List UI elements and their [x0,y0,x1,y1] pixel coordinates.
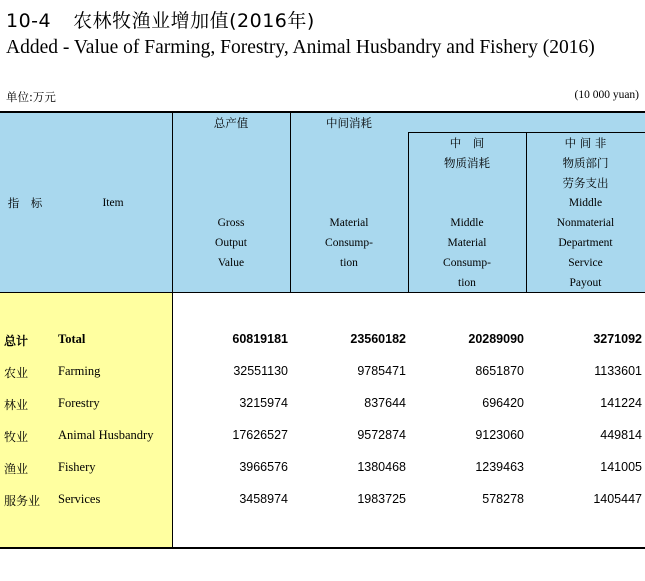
cell-middle: 8651870 [475,364,524,378]
cell-material: 9785471 [357,364,406,378]
row-label-cn: 牧业 [4,430,29,444]
bottom-rule [0,547,645,549]
row-label-cn: 林业 [4,398,29,412]
cell-nonmaterial: 141224 [600,396,642,410]
cell-material: 23560182 [350,332,406,346]
table-row-services [0,490,645,510]
header-gross-en-3: Value [217,257,245,269]
cell-nonmaterial: 141005 [600,460,642,474]
cell-middle: 696420 [482,396,524,410]
header-nonmat-cn-3: 劳务支出 [562,176,609,190]
header-middle-cn-2: 物质消耗 [444,156,490,170]
cell-gross: 17626527 [232,428,288,442]
row-label-en: Farming [58,364,101,378]
row-label-cn: 总计 [4,334,29,348]
cell-nonmaterial: 449814 [600,428,642,442]
header-middle-en-2: Material [447,237,487,249]
header-material-en-3: tion [340,257,358,269]
page-title-en: Added - Value of Farming, Forestry, Animal Husbandry and Fishery (2016) [6,37,595,58]
header-nonmat-en-3: Department [558,237,613,249]
cell-gross: 3215974 [239,396,288,410]
cell-material: 1983725 [357,492,406,506]
cell-gross: 3966576 [239,460,288,474]
cell-middle: 20289090 [468,332,524,346]
unit-label-en: (10 000 yuan) [574,89,639,101]
row-label-cn: 渔业 [4,462,29,476]
cell-material: 9572874 [357,428,406,442]
header-indicator-cn: 指 标 [7,196,43,210]
title-cn-text: 农林牧渔业增加值(2016年) [73,10,315,32]
header-nonmat-en-5: Payout [569,277,602,289]
cell-material: 1380468 [357,460,406,474]
table-row-animal-husbandry [0,426,645,446]
table-row-fishery [0,458,645,478]
cell-material: 837644 [364,396,406,410]
header-nonmat-en-2: Nonmaterial [556,217,615,229]
table-number: 10-4 [6,10,52,32]
table-row-total [0,330,645,350]
row-label-cn: 服务业 [4,494,41,508]
header-middle-en-1: Middle [450,217,484,229]
table-row-farming [0,362,645,382]
row-label-en: Services [58,492,101,506]
header-material-en-1: Material [329,217,369,229]
cell-nonmaterial: 1405447 [593,492,642,506]
header-nonmat-cn-2: 物质部门 [562,156,609,170]
row-label-en: Total [58,332,86,346]
cell-middle: 578278 [482,492,524,506]
row-label-en: Animal Husbandry [58,428,154,442]
header-gross-cn: 总产值 [213,116,249,130]
unit-label-cn: 单位:万元 [6,90,56,104]
header-middle-en-3: Consump- [443,257,491,269]
page-title-cn [6,6,315,33]
header-nonmat-cn-1: 中 间 非 [564,136,607,150]
cell-gross: 3458974 [239,492,288,506]
header-material-en-2: Consump- [325,237,373,249]
row-label-en: Forestry [58,396,100,410]
header-nonmat-en-1: Middle [568,197,603,209]
header-middle-en-4: tion [458,277,476,289]
header-gross-en-1: Gross [217,217,245,229]
table-row-forestry [0,394,645,414]
cell-gross: 32551130 [233,364,288,378]
cell-nonmaterial: 1133601 [594,364,642,378]
header-nonmat-en-4: Service [568,257,603,269]
header-gross-en-2: Output [215,237,247,249]
cell-nonmaterial: 3271092 [593,332,642,346]
row-label-en: Fishery [58,460,96,474]
header-middle-cn-1: 中 间 [449,136,485,150]
row-label-cn: 农业 [4,366,29,380]
cell-middle: 9123060 [475,428,524,442]
cell-middle: 1239463 [475,460,524,474]
cell-gross: 60819181 [232,332,288,346]
header-material-cn: 中间消耗 [326,116,372,130]
header-item-en: Item [102,197,124,209]
